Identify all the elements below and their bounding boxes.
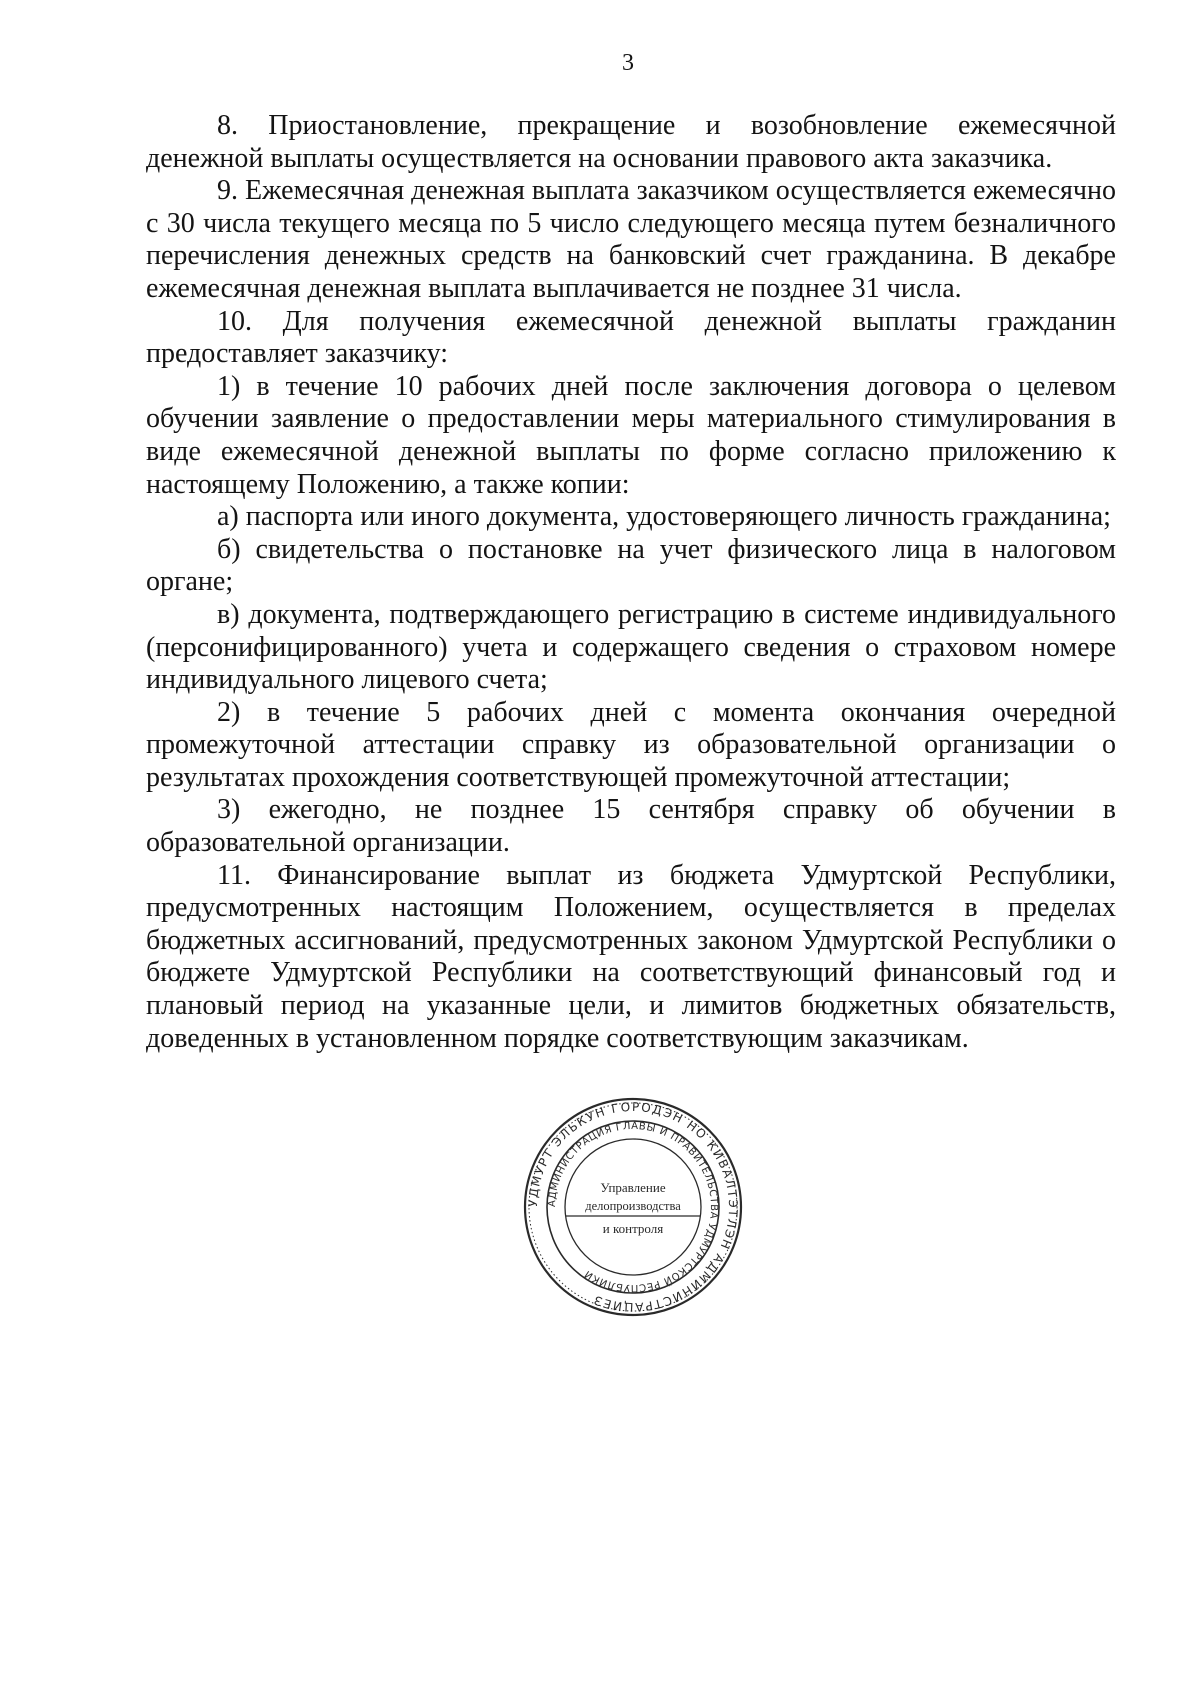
paragraph-10-item-1a: а) паспорта или иного документа, удостоверяющего личность гражданина; [217,501,1111,533]
seal-inner-ring-text: АДМИНИСТРАЦИЯ ГЛАВЫ И ПРАВИТЕЛЬСТВА УДМУРТСКОЙ РЕСПУБЛИКИ [546,1120,720,1294]
seal-graphic [522,1096,744,1318]
paragraph-10-item-1v: в) документа, подтверждающего регистрацию в системе индивидуального (персонифицированного) учета и содержащего сведения о страховом номере индивидуального лицевого счета; [146,598,1116,696]
paragraph-10: 10. Для получения ежемесячной денежной выплаты гражданин предоставляет заказчику: [146,305,1116,370]
document-body [146,110,1116,1055]
paragraph-8: 8. Приостановление, прекращение и возобновление ежемесячной денежной выплаты осуществляется на основании правового акта заказчика. [146,110,1116,174]
official-seal-stamp [522,1096,744,1318]
paragraph-10-item-1b: б) свидетельства о постановке на учет физического лица в налоговом органе; [146,533,1116,598]
paragraph-9: 9. Ежемесячная денежная выплата заказчиком осуществляется ежемесячно с 30 числа текущего месяца по 5 число следующего месяца путем безналичного перечисления денежных средств на банковский счет гражданина. В декабре ежемесячная денежная выплата выплачивается не позднее 31 числа. [146,175,1116,304]
seal-center-line-2: делопроизводства [585,1199,681,1213]
paragraph-10-item-1: 1) в течение 10 рабочих дней после заключения договора о целевом обучении заявление о предоставлении меры материального стимулирования в виде ежемесячной денежной выплаты по форме согласно приложению к настоящему Положению, а также копии: [146,370,1116,500]
paragraph-10-item-3: 3) ежегодно, не позднее 15 сентября справку об обучении в образовательной организации. [146,794,1116,859]
page-number: 3 [622,50,634,76]
seal-outer-ring-text: УДМУРТ ЭЛЬКУН ГОРОДЭН НО КИВАЛТЭТЛЭН АДМИНИСТРАЦИЕЗ [525,1099,741,1315]
paragraph-11: 11. Финансирование выплат из бюджета Удмуртской Республики, предусмотренных настоящим Положением, осуществляется в пределах бюджетных ассигнований, предусмотренных законом Удмуртской Республики о бюджете Удмуртской Республики на соответствующий финансовый год и плановый период на указанные цели, и лимитов бюджетных обязательств, доведенных в установленном порядке соответствующим заказчикам. [146,859,1116,1054]
paragraph-10-item-2: 2) в течение 5 рабочих дней с момента окончания очередной промежуточной аттестации справку из образовательной организации о результатах прохождения соответствующей промежуточной аттестации; [146,696,1116,793]
seal-center-line-1: Управление [600,1180,666,1195]
seal-center-line-3: и контроля [602,1221,664,1236]
